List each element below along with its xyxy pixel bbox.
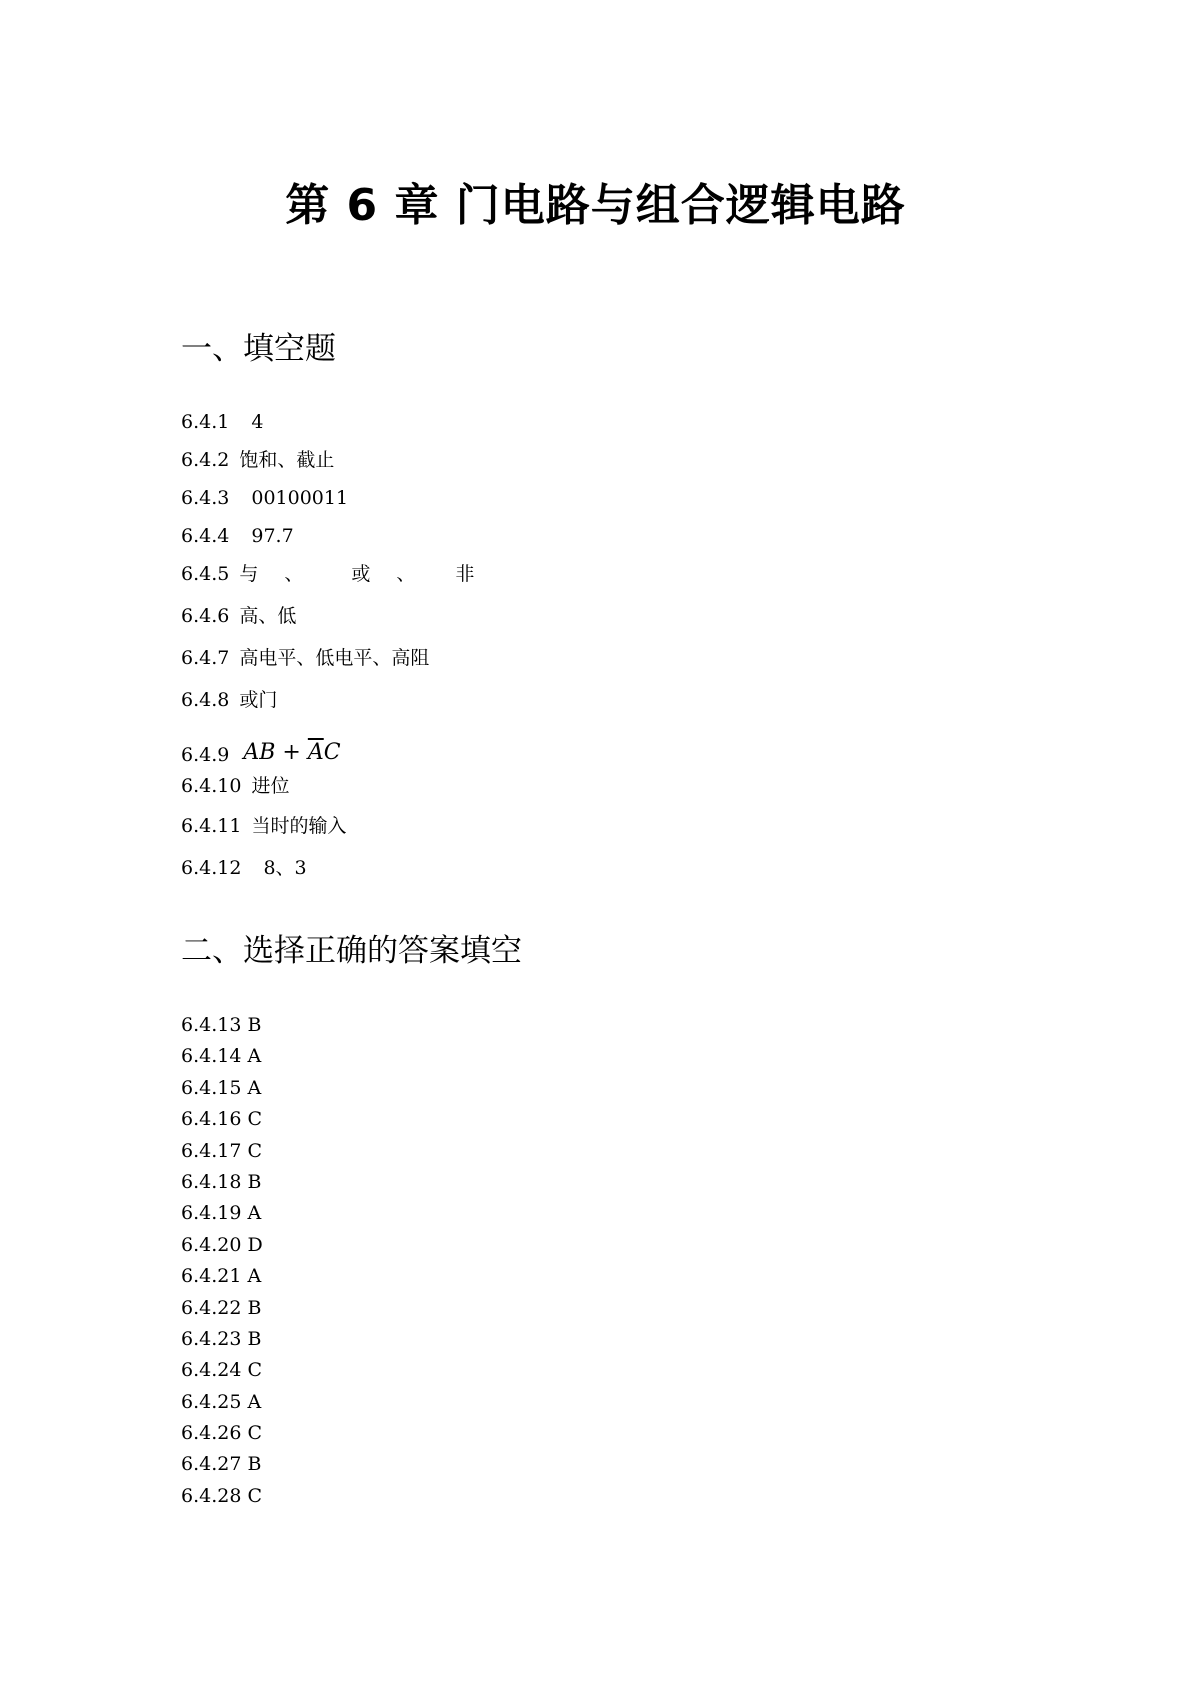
answer-row bbox=[181, 1481, 263, 1512]
question-number: 6.4.14 bbox=[181, 1045, 242, 1068]
answer-part: 与 bbox=[239, 563, 259, 585]
answer-part: 非 bbox=[455, 563, 475, 585]
answer-text: 或门 bbox=[239, 689, 278, 711]
question-number: 6.4.13 bbox=[181, 1014, 242, 1036]
question-number: 6.4.18 bbox=[181, 1170, 242, 1193]
answer-text: 进位 bbox=[251, 775, 290, 797]
question-number: 6.4.1 bbox=[181, 411, 230, 433]
answer-text: A bbox=[247, 1265, 262, 1288]
answer-row bbox=[181, 555, 881, 593]
answer-row bbox=[181, 719, 881, 771]
section-heading-multiple-choice: 二、选择正确的答案填空 bbox=[181, 933, 522, 969]
answer-text: B bbox=[247, 1170, 262, 1193]
question-number: 6.4.23 bbox=[181, 1327, 242, 1350]
answer-row bbox=[181, 639, 881, 677]
answer-row bbox=[181, 1355, 263, 1386]
answer-text: D bbox=[247, 1233, 263, 1256]
answer-text: 00100011 bbox=[251, 487, 349, 509]
answer-row bbox=[181, 1073, 263, 1104]
question-number: 6.4.10 bbox=[181, 775, 242, 797]
answer-row bbox=[181, 479, 881, 517]
answer-row bbox=[181, 1104, 263, 1135]
answer-text: 高电平、低电平、高阻 bbox=[239, 647, 430, 669]
answer-text: 4 bbox=[251, 411, 264, 433]
answer-text: 8、3 bbox=[263, 857, 307, 879]
question-number: 6.4.19 bbox=[181, 1202, 242, 1225]
answer-row bbox=[181, 1136, 263, 1167]
question-number: 6.4.12 bbox=[181, 857, 242, 879]
answer-text bbox=[239, 555, 500, 593]
answer-row bbox=[181, 1230, 263, 1261]
answer-row bbox=[181, 1449, 263, 1480]
question-number: 6.4.24 bbox=[181, 1359, 242, 1382]
answer-row bbox=[181, 517, 881, 555]
answer-row bbox=[181, 849, 881, 887]
question-number: 6.4.28 bbox=[181, 1484, 242, 1507]
question-number: 6.4.15 bbox=[181, 1076, 242, 1099]
answer-row bbox=[181, 1041, 263, 1072]
answer-text: C bbox=[247, 1422, 263, 1445]
answer-row bbox=[181, 767, 881, 805]
answer-row bbox=[181, 1261, 263, 1292]
answer-text: B bbox=[247, 1453, 262, 1476]
answer-row bbox=[181, 1010, 263, 1041]
answer-row bbox=[181, 597, 881, 635]
question-number: 6.4.3 bbox=[181, 487, 230, 509]
answer-text: A bbox=[247, 1076, 262, 1099]
answer-text: A bbox=[247, 1202, 262, 1225]
choice-answer-list bbox=[181, 1010, 263, 1512]
question-number: 6.4.17 bbox=[181, 1139, 242, 1162]
answer-text: A bbox=[247, 1390, 262, 1413]
answer-text: B bbox=[247, 1014, 262, 1036]
answer-text: C bbox=[247, 1139, 263, 1162]
answer-part: 、 bbox=[396, 563, 416, 585]
question-number: 6.4.26 bbox=[181, 1422, 242, 1445]
answer-row bbox=[181, 1387, 263, 1418]
answer-row bbox=[181, 1293, 263, 1324]
fill-in-answer-list bbox=[181, 403, 881, 887]
answer-text: C bbox=[247, 1359, 263, 1382]
answer-part: 或 bbox=[351, 563, 371, 585]
question-number: 6.4.2 bbox=[181, 449, 230, 471]
question-number: 6.4.22 bbox=[181, 1296, 242, 1319]
answer-row bbox=[181, 1167, 263, 1198]
answer-row bbox=[181, 1418, 263, 1449]
question-number: 6.4.27 bbox=[181, 1453, 242, 1476]
answer-text: A bbox=[247, 1045, 262, 1068]
question-number: 6.4.20 bbox=[181, 1233, 242, 1256]
question-number: 6.4.5 bbox=[181, 563, 230, 585]
answer-text: C bbox=[247, 1108, 263, 1131]
answer-text: C bbox=[247, 1484, 263, 1507]
question-number: 6.4.25 bbox=[181, 1390, 242, 1413]
section-heading-fill-in: 一、填空题 bbox=[181, 331, 336, 367]
answer-row bbox=[181, 441, 881, 479]
question-number: 6.4.4 bbox=[181, 525, 230, 547]
answer-text: B bbox=[247, 1327, 262, 1350]
answer-row bbox=[181, 681, 881, 719]
answer-text: 高、低 bbox=[239, 605, 297, 627]
question-number: 6.4.11 bbox=[181, 815, 242, 837]
answer-part: 、 bbox=[284, 563, 304, 585]
answer-row bbox=[181, 807, 881, 845]
chapter-title: 第 6 章 门电路与组合逻辑电路 bbox=[285, 180, 906, 231]
answer-text: 97.7 bbox=[251, 525, 294, 547]
question-number: 6.4.7 bbox=[181, 647, 230, 669]
answer-text: B bbox=[247, 1296, 262, 1319]
question-number: 6.4.6 bbox=[181, 605, 230, 627]
answer-text: 当时的输入 bbox=[251, 815, 347, 837]
answer-row bbox=[181, 1198, 263, 1229]
formula-part: C bbox=[323, 740, 341, 765]
answer-row bbox=[181, 403, 881, 441]
formula-part: AB + bbox=[243, 740, 308, 765]
answer-row bbox=[181, 1324, 263, 1355]
question-number: 6.4.8 bbox=[181, 689, 230, 711]
formula-negated-term: $\overline{A}$ bbox=[307, 740, 324, 765]
question-number: 6.4.9 bbox=[181, 744, 230, 766]
answer-text: 饱和、截止 bbox=[239, 449, 335, 471]
question-number: 6.4.21 bbox=[181, 1265, 242, 1288]
question-number: 6.4.16 bbox=[181, 1108, 242, 1131]
